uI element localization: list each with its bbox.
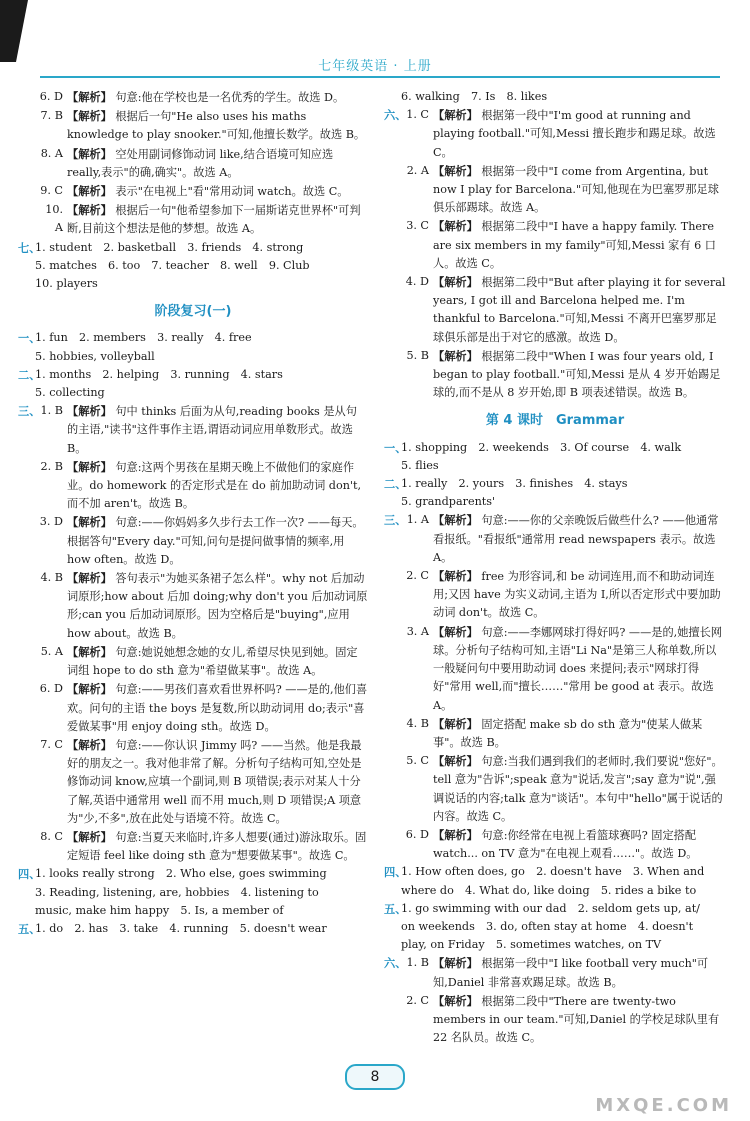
explanation-text: 根据第二段中"I have a happy family. There are six members in my family"可知,Messi 家有 6 口人。故选 C。 bbox=[433, 220, 716, 270]
explanation-text: 根据第一段中"I like football very much"可知,Daniel 非常喜欢踢足球。故选 B。 bbox=[433, 957, 709, 989]
fill-answer-line: 1. How often does, go 2. doesn't have 3. When and bbox=[401, 865, 705, 879]
answer-item bbox=[35, 145, 368, 182]
fill-answer-line: on weekends 3. do, often stay at home 4. doesn't bbox=[401, 919, 694, 933]
analysis-tag: 【解析】 bbox=[433, 624, 478, 639]
answer-explanation bbox=[67, 736, 368, 828]
answer-explanation bbox=[433, 623, 726, 715]
answer-number: 2. C bbox=[406, 569, 429, 583]
answer-number: 3. D bbox=[39, 515, 63, 529]
analysis-tag: 【解析】 bbox=[433, 163, 478, 178]
answer-explanation bbox=[433, 217, 726, 273]
answer-section bbox=[18, 329, 368, 365]
section-body bbox=[35, 865, 368, 920]
right-column bbox=[384, 88, 726, 1047]
explanation-text: 根据第二段中"There are twenty-two members in our team."可知,Daniel 的学校足球队里有 22 名队员。故选 C。 bbox=[433, 994, 720, 1045]
answer-item bbox=[35, 402, 368, 458]
fill-answer-line: 1. student 2. basketball 3. friends 4. strong bbox=[35, 240, 304, 254]
explanation-text: 根据第一段中"I come from Argentina, but now I play for Barcelona."可知,他现在为巴塞罗那足球俱乐部踢球。故选 A。 bbox=[433, 164, 719, 215]
fill-answer-line: 10. players bbox=[35, 277, 98, 291]
answer-number: 6. D bbox=[405, 827, 429, 841]
answer-number: 2. B bbox=[40, 459, 63, 473]
analysis-tag: 【解析】 bbox=[67, 146, 112, 161]
section-label: 三、 bbox=[18, 404, 41, 419]
explanation-text: 句意:你经常在电视上看篮球赛吗? 固定搭配 watch... on TV 意为"在电视上观看……"。故选 D。 bbox=[433, 828, 698, 861]
fill-answer-line: where do 4. What do, like doing 5. rides a bike to bbox=[401, 883, 697, 897]
answer-item bbox=[401, 567, 726, 623]
answer-item bbox=[401, 511, 726, 567]
answer-item bbox=[35, 107, 368, 144]
answer-number: 9. C bbox=[40, 184, 63, 198]
analysis-tag: 【解析】 bbox=[433, 956, 478, 971]
answer-section bbox=[18, 920, 368, 938]
analysis-tag: 【解析】 bbox=[433, 827, 478, 842]
answer-item bbox=[401, 826, 726, 863]
answer-item bbox=[401, 623, 726, 715]
fill-answer-line: 1. go swimming with our dad 2. seldom gets up, at/ bbox=[401, 901, 700, 915]
answer-item bbox=[401, 162, 726, 218]
explanation-text: 根据后一句"他希望参加下一届斯诺克世界杯"可判断,目前这个想法是他的梦想。故选 A。 bbox=[67, 204, 361, 236]
answer-item bbox=[401, 992, 726, 1048]
answer-explanation bbox=[433, 752, 726, 826]
analysis-tag: 【解析】 bbox=[67, 571, 112, 586]
answer-number: 2. A bbox=[406, 163, 429, 177]
answer-number: 1. B bbox=[40, 404, 63, 418]
answer-number: 4. B bbox=[406, 716, 429, 730]
section-body bbox=[401, 863, 726, 899]
section-label: 二、 bbox=[384, 477, 407, 492]
answer-number: 6. D bbox=[39, 90, 63, 103]
answer-explanation bbox=[67, 643, 368, 680]
answer-item bbox=[35, 736, 368, 828]
answer-item bbox=[35, 828, 368, 865]
section-label: 一、 bbox=[18, 331, 41, 346]
fill-answer-line: 3. Reading, listening, are, hobbies 4. listening to bbox=[35, 885, 319, 899]
watermark bbox=[582, 1062, 732, 1116]
answer-item bbox=[401, 273, 726, 347]
explanation-text: 句意:——你的父亲晚饭后做些什么? ——他通常看报纸。"看报纸"通常用 read newspapers 表示。故选 A。 bbox=[433, 514, 719, 564]
analysis-tag: 【解析】 bbox=[67, 644, 112, 659]
answer-explanation bbox=[67, 201, 368, 238]
section-body bbox=[401, 475, 726, 511]
answer-explanation bbox=[67, 569, 368, 643]
fill-answer-line: 1. months 2. helping 3. running 4. stars bbox=[35, 367, 283, 381]
explanation-text: 根据后一句"He also uses his maths knowledge to play snooker."可知,他擅长数学。故选 B。 bbox=[67, 110, 366, 142]
explanation-text: 答句表示"为她买条裙子怎么样"。why not 后加动词原形;how about 后加 doing;why don't you 后加动词原形;can you 后加动词原形。因为空格后是"buying",应用 how about。故选 B。 bbox=[67, 572, 368, 640]
answer-explanation bbox=[433, 106, 726, 162]
section-label: 三、 bbox=[384, 513, 407, 528]
analysis-tag: 【解析】 bbox=[67, 515, 112, 530]
answer-number: 2. C bbox=[406, 993, 429, 1007]
answer-number: 7. B bbox=[40, 109, 63, 123]
section-subtitle: 第 4 课时 Grammar bbox=[485, 413, 625, 429]
section-body bbox=[401, 439, 726, 475]
answer-section bbox=[384, 511, 726, 863]
answer-item bbox=[401, 954, 726, 991]
answer-explanation bbox=[67, 458, 368, 514]
section-body bbox=[35, 366, 368, 402]
explanation-text: 句意:——男孩们喜欢看世界杯吗? ——是的,他们喜欢。问句的主语 the boys 是复数,所以助动词用 do;表示"喜爱做某事"用 enjoy doing sth。故选 D。 bbox=[67, 683, 368, 733]
analysis-tag: 【解析】 bbox=[67, 203, 112, 218]
section-label: 七、 bbox=[18, 240, 41, 255]
analysis-tag: 【解析】 bbox=[67, 737, 112, 752]
fill-answer-line: 6. walking 7. Is 8. likes bbox=[401, 90, 548, 103]
analysis-tag: 【解析】 bbox=[67, 682, 112, 697]
explanation-text: 根据第二段中"When I was four years old, I began to play football."可知,Messi 是从 4 岁开始踢足球的,而不是从 8 岁开始,即 B 项表述错误。故选 B。 bbox=[433, 349, 721, 400]
section-label: 四、 bbox=[18, 867, 41, 882]
answer-explanation bbox=[433, 511, 726, 567]
section-label: 六、 bbox=[384, 108, 407, 123]
page-number: 8 bbox=[345, 1064, 405, 1090]
section-label bbox=[384, 88, 401, 106]
section-label: 四、 bbox=[384, 865, 407, 880]
answer-number: 1. C bbox=[406, 108, 429, 122]
section-body bbox=[35, 402, 368, 865]
answer-item bbox=[35, 513, 368, 569]
fill-answer-line: 1. shopping 2. weekends 3. Of course 4. walk bbox=[401, 440, 682, 454]
answer-item bbox=[401, 715, 726, 752]
analysis-tag: 【解析】 bbox=[433, 569, 478, 584]
section-label bbox=[18, 88, 35, 239]
answer-section bbox=[18, 865, 368, 920]
answer-section bbox=[384, 88, 726, 106]
analysis-tag: 【解析】 bbox=[67, 90, 112, 104]
explanation-text: 根据第一段中"I'm good at running and playing football."可知,Messi 擅长跑步和踢足球。故选 C。 bbox=[433, 109, 716, 159]
analysis-tag: 【解析】 bbox=[433, 513, 478, 528]
analysis-tag: 【解析】 bbox=[67, 184, 112, 199]
answer-explanation bbox=[67, 182, 368, 201]
explanation-text: 固定搭配 make sb do sth 意为"使某人做某事"。故选 B。 bbox=[433, 717, 703, 749]
analysis-tag: 【解析】 bbox=[433, 275, 478, 290]
answer-explanation bbox=[67, 88, 368, 107]
answer-item bbox=[35, 569, 368, 643]
answer-item bbox=[35, 680, 368, 736]
watermark-text: MXQE.COM bbox=[595, 1095, 732, 1116]
answer-number: 10. A bbox=[45, 203, 63, 235]
section-body bbox=[401, 88, 726, 106]
explanation-text: 句意:——你认识 Jimmy 吗? ——当然。他是我最好的朋友之一。我对他非常了解。分析句子结构可知,空处是修饰动词 know,应填一个副词,则 B 项错误;表示对某人十分了解,英语中通常用 well 而不用 much,则 D 项错误;A 项意为"少,不多",放在此处与语境不符。故选 C。 bbox=[67, 738, 362, 825]
answer-item bbox=[35, 182, 368, 201]
answer-explanation bbox=[433, 162, 726, 218]
analysis-tag: 【解析】 bbox=[433, 993, 478, 1008]
section-label: 一、 bbox=[384, 440, 407, 455]
fill-answer-line: play, on Friday 5. sometimes watches, on TV bbox=[401, 938, 662, 952]
analysis-tag: 【解析】 bbox=[67, 459, 112, 474]
answer-number: 4. D bbox=[405, 275, 429, 289]
section-body bbox=[401, 511, 726, 863]
section-body bbox=[35, 329, 368, 365]
explanation-text: 句中 thinks 后面为从句,reading books 是从句的主语,"读书"这件事作主语,谓语动词应用单数形式。故选 B。 bbox=[67, 405, 357, 455]
answer-number: 4. B bbox=[40, 571, 63, 585]
explanation-text: 句意:当夏天来临时,许多人想要(通过)游泳取乐。固定短语 feel like doing sth 意为"想要做某事"。故选 C。 bbox=[67, 830, 367, 863]
section-label: 五、 bbox=[18, 921, 41, 936]
analysis-tag: 【解析】 bbox=[433, 348, 478, 363]
answer-section bbox=[18, 366, 368, 402]
answer-explanation bbox=[433, 715, 726, 752]
fill-answer-line: 1. looks really strong 2. Who else, goes swimming bbox=[35, 867, 327, 881]
analysis-tag: 【解析】 bbox=[67, 109, 112, 124]
fill-answer-line: 5. grandparents' bbox=[401, 495, 496, 509]
explanation-text: 句意:——你妈妈多久步行去工作一次? ——每天。根据答句"Every day."可知,问句是提问做事情的频率,用 how often。故选 D。 bbox=[67, 516, 364, 566]
answer-number: 5. A bbox=[40, 644, 63, 658]
answer-number: 3. A bbox=[406, 624, 429, 638]
analysis-tag: 【解析】 bbox=[433, 716, 478, 731]
explanation-text: 句意:当我们遇到我们的老师时,我们要说"您好"。tell 意为"告诉";speak 意为"说话,发言";say 意为"说",强调说话的内容;talk 意为"谈话"。本句中"hello"属于说话的内容。故选 C。 bbox=[433, 755, 723, 823]
section-label: 五、 bbox=[384, 901, 407, 916]
analysis-tag: 【解析】 bbox=[433, 219, 478, 234]
explanation-text: 空处用副词修饰动词 like,结合语境可知应选 really,表示"的确,确实"。故选 A。 bbox=[67, 147, 334, 179]
fill-answer-line: 1. fun 2. members 3. really 4. free bbox=[35, 331, 252, 345]
answer-explanation bbox=[67, 107, 368, 144]
fill-answer-line: 5. hobbies, volleyball bbox=[35, 349, 155, 363]
page-header-title: 七年级英语 · 上册 bbox=[318, 59, 432, 74]
analysis-tag: 【解析】 bbox=[67, 829, 112, 844]
explanation-text: 句意:他在学校也是一名优秀的学生。故选 D。 bbox=[115, 91, 345, 104]
answer-number: 8. A bbox=[40, 146, 63, 160]
answer-section bbox=[384, 900, 726, 955]
section-body bbox=[401, 106, 726, 402]
answer-number: 3. C bbox=[406, 219, 429, 233]
fill-answer-line: 1. do 2. has 3. take 4. running 5. doesn't wear bbox=[35, 921, 327, 935]
explanation-text: 句意:她说她想念她的女儿,希望尽快见到她。固定词组 hope to do sth 意为"希望做某事"。故选 A。 bbox=[67, 645, 358, 678]
section-subtitle: 阶段复习(一) bbox=[154, 304, 232, 320]
fill-answer-line: 5. collecting bbox=[35, 386, 105, 400]
fill-answer-line: 5. matches 6. too 7. teacher 8. well 9. Club bbox=[35, 258, 310, 272]
fill-answer-line: music, make him happy 5. Is, a member of bbox=[35, 903, 284, 917]
fill-answer-line: 5. flies bbox=[401, 458, 439, 472]
explanation-text: 句意:——李娜网球打得好吗? ——是的,她擅长网球。分析句子结构可知,主语"Li Na"是第三人称单数,所以一般疑问句中要用助动词 does 来提问;表示"网球打得好"常用 well,而"擅长……"常用 be good at 表示。故选 A。 bbox=[433, 625, 722, 712]
analysis-tag: 【解析】 bbox=[433, 108, 478, 123]
answer-section bbox=[384, 106, 726, 402]
section-body bbox=[35, 88, 368, 239]
answer-explanation bbox=[433, 273, 726, 347]
answer-item bbox=[401, 752, 726, 826]
answer-number: 8. C bbox=[40, 829, 63, 843]
answer-section bbox=[18, 88, 368, 239]
answer-item bbox=[35, 201, 368, 238]
answer-explanation bbox=[433, 826, 726, 863]
answer-explanation bbox=[67, 513, 368, 569]
analysis-tag: 【解析】 bbox=[433, 754, 478, 769]
answer-number: 1. B bbox=[406, 956, 429, 970]
answer-explanation bbox=[433, 992, 726, 1048]
answer-explanation bbox=[67, 680, 368, 736]
section-label: 二、 bbox=[18, 367, 41, 382]
answer-item bbox=[401, 106, 726, 162]
section-body bbox=[35, 239, 368, 294]
answer-item bbox=[401, 217, 726, 273]
explanation-text: 根据第二段中"But after playing it for several years, I got ill and Barcelona helped me. I'm thankful to Barcelona."可知,Messi 不离开巴塞罗那足球俱乐部是出于对它的感激。故选 D。 bbox=[433, 276, 726, 344]
answer-item bbox=[35, 458, 368, 514]
answer-item bbox=[35, 643, 368, 680]
answer-explanation bbox=[433, 347, 726, 403]
page-edge-bar bbox=[0, 0, 16, 62]
answer-explanation bbox=[67, 145, 368, 182]
section-body bbox=[401, 954, 726, 1047]
answer-section bbox=[384, 954, 726, 1047]
explanation-text: 句意:这两个男孩在星期天晚上不做他们的家庭作业。do homework 的否定形式是在 do 前加助动词 don't,而不加 aren't。故选 B。 bbox=[67, 460, 362, 511]
answer-section bbox=[384, 475, 726, 511]
section-body bbox=[35, 920, 368, 938]
answer-section bbox=[18, 239, 368, 294]
section-body bbox=[401, 900, 726, 955]
answer-explanation bbox=[433, 954, 726, 991]
header-divider bbox=[40, 76, 720, 78]
answer-item bbox=[35, 88, 368, 107]
answer-section bbox=[384, 439, 726, 475]
answer-explanation bbox=[433, 567, 726, 623]
answer-section bbox=[18, 402, 368, 865]
answer-section bbox=[384, 863, 726, 899]
answer-explanation bbox=[67, 402, 368, 458]
analysis-tag: 【解析】 bbox=[67, 404, 112, 419]
left-column bbox=[18, 88, 368, 938]
fill-answer-line: 1. really 2. yours 3. finishes 4. stays bbox=[401, 477, 628, 491]
answer-explanation bbox=[67, 828, 368, 865]
answer-item bbox=[401, 347, 726, 403]
explanation-text: 表示"在电视上"看"常用动词 watch。故选 C。 bbox=[115, 185, 349, 199]
explanation-text: free 为形容词,和 be 动词连用,而不和助动词连用;又因 have 为实义动词,主语为 I,所以否定形式中要加助动词 don't。故选 C。 bbox=[433, 570, 721, 620]
answer-number: 5. C bbox=[406, 754, 429, 768]
section-label: 六、 bbox=[384, 956, 407, 971]
answer-number: 6. D bbox=[39, 682, 63, 696]
answer-number: 5. B bbox=[406, 348, 429, 362]
answer-number: 7. C bbox=[40, 737, 63, 751]
answer-number: 1. A bbox=[406, 513, 429, 527]
